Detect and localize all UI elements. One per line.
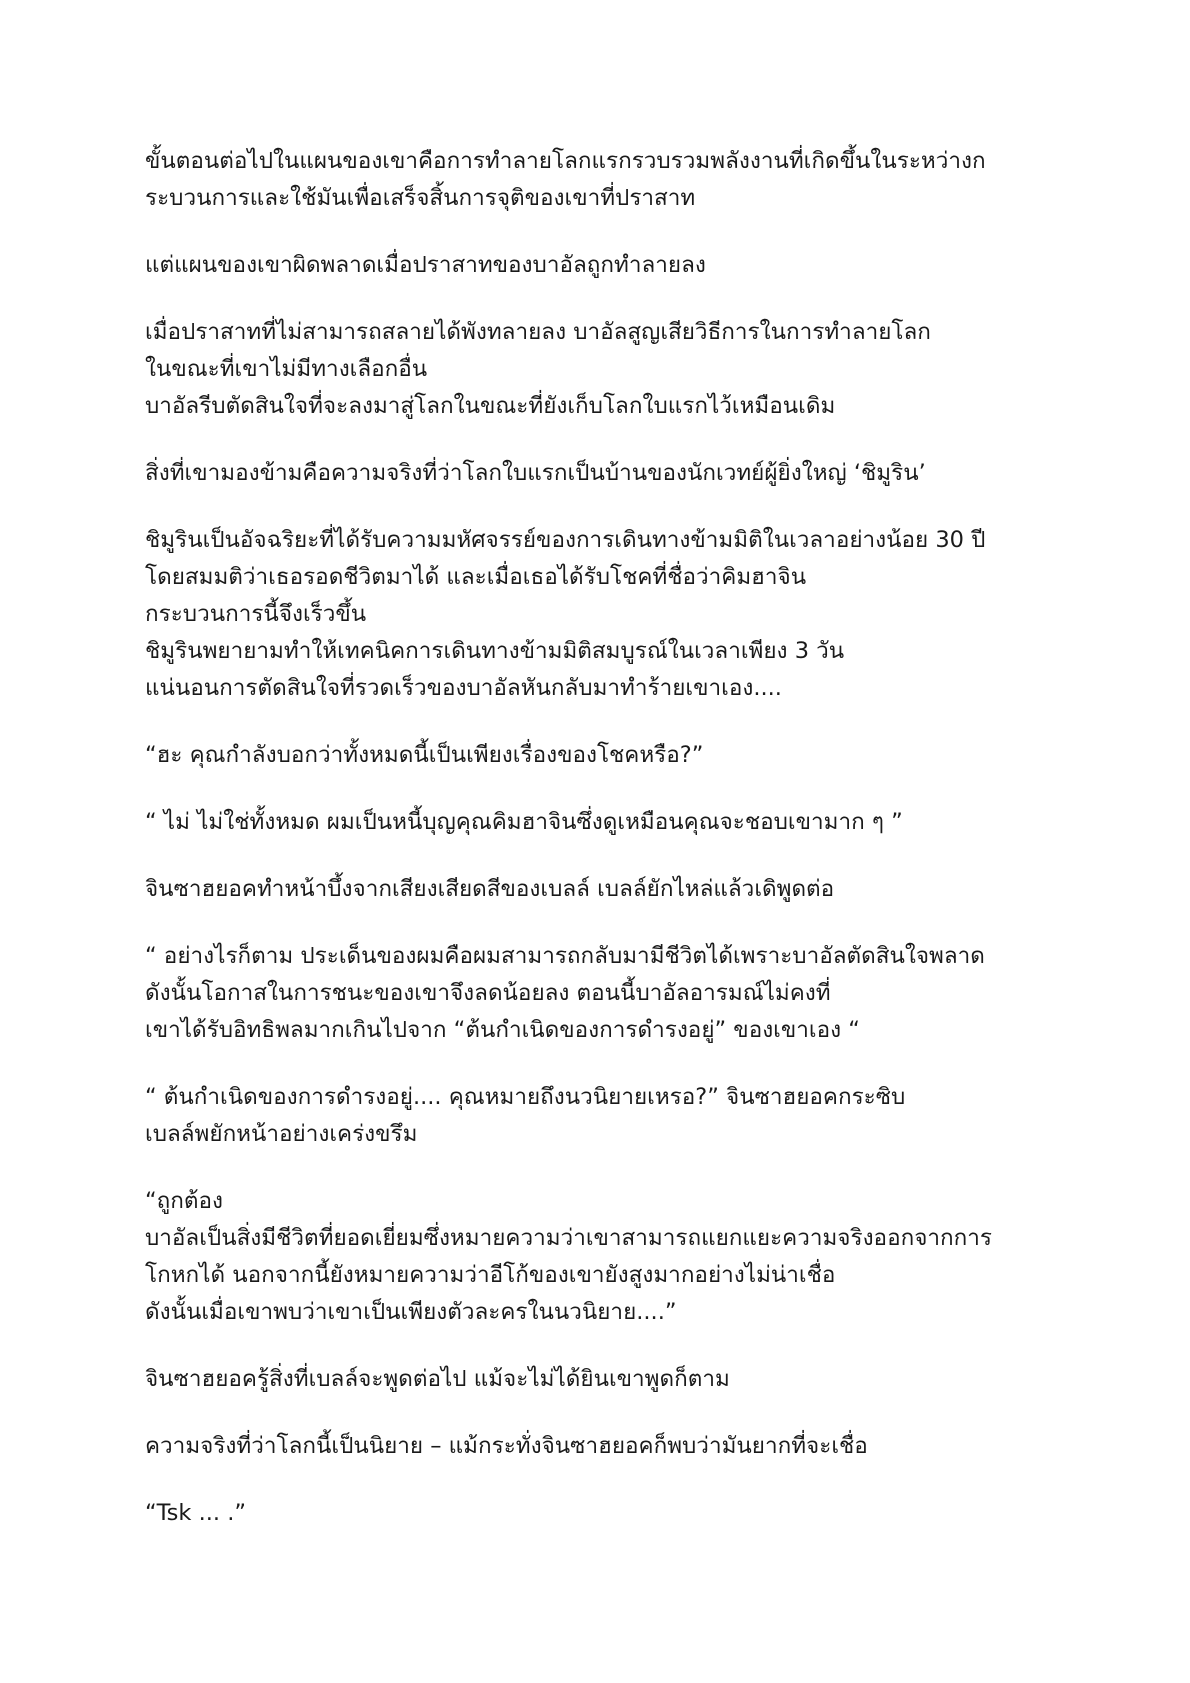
text-line: โกหกได้ นอกจากนี้ยังหมายความว่าอีโก้ของเขายังสูงมากอย่างไม่น่าเชื่อ bbox=[145, 1262, 836, 1288]
paragraph bbox=[145, 1495, 1085, 1532]
text-line: “Tsk ... .” bbox=[145, 1500, 246, 1526]
text-line: กระบวนการนี้จึงเร็วขึ้น bbox=[145, 601, 367, 627]
paragraph bbox=[145, 1183, 1085, 1331]
text-line: บาอัลรีบตัดสินใจที่จะลงมาสู่โลกในขณะที่ยังเก็บโลกใบแรกไว้เหมือนเดิม bbox=[145, 393, 836, 419]
text-line: ดังนั้นโอกาสในการชนะของเขาจึงลดน้อยลง ตอนนี้บาอัลอารมณ์ไม่คงที่ bbox=[145, 980, 831, 1006]
text-line: เบลล์พยักหน้าอย่างเคร่งขรึม bbox=[145, 1121, 418, 1147]
text-line: บาอัลเป็นสิ่งมีชีวิตที่ยอดเยี่ยมซึ่งหมายความว่าเขาสามารถแยกแยะความจริงออกจากการ bbox=[145, 1225, 992, 1251]
text-line: ระบวนการและใช้มันเพื่อเสร็จสิ้นการจุติของเขาที่ปราสาท bbox=[145, 185, 696, 211]
text-line: จินซาฮยอครู้สิ่งที่เบลล์จะพูดต่อไป แม้จะไม่ได้ยินเขาพูดก็ตาม bbox=[145, 1366, 730, 1392]
paragraph bbox=[145, 522, 1085, 707]
text-line: ชิมูรินพยายามทำให้เทคนิคการเดินทางข้ามมิติสมบูรณ์ในเวลาเพียง 3 วัน bbox=[145, 638, 845, 664]
text-line: สิ่งที่เขามองข้ามคือความจริงที่ว่าโลกใบแรกเป็นบ้านของนักเวทย์ผู้ยิ่งใหญ่ ‘ชิมูริน’ bbox=[145, 460, 926, 486]
document-body bbox=[145, 143, 1085, 1562]
paragraph bbox=[145, 938, 1085, 1049]
text-line: ชิมูรินเป็นอัจฉริยะที่ได้รับความมหัศจรรย์ของการเดินทางข้ามมิติในเวลาอย่างน้อย 30 ปี bbox=[145, 527, 986, 553]
paragraph bbox=[145, 455, 1085, 492]
text-line: ในขณะที่เขาไม่มีทางเลือกอื่น bbox=[145, 356, 428, 382]
text-line: “ ไม่ ไม่ใช่ทั้งหมด ผมเป็นหนี้บุญคุณคิมฮาจินซึ่งดูเหมือนคุณจะชอบเขามาก ๆ ” bbox=[145, 809, 903, 835]
text-line: เมื่อปราสาทที่ไม่สามารถสลายได้พังทลายลง บาอัลสูญเสียวิธีการในการทำลายโลก bbox=[145, 319, 931, 345]
text-line: “ฮะ คุณกำลังบอกว่าทั้งหมดนี้เป็นเพียงเรื่องของโชคหรือ?” bbox=[145, 742, 704, 768]
paragraph bbox=[145, 247, 1085, 284]
paragraph bbox=[145, 314, 1085, 425]
paragraph bbox=[145, 804, 1085, 841]
paragraph bbox=[145, 871, 1085, 908]
text-line: “ ต้นกำเนิดของการดำรงอยู่.... คุณหมายถึงนวนิยายเหรอ?” จินซาฮยอคกระซิบ bbox=[145, 1084, 906, 1110]
paragraph bbox=[145, 1079, 1085, 1153]
text-line: เขาได้รับอิทธิพลมากเกินไปจาก “ต้นกำเนิดของการดำรงอยู่” ของเขาเอง “ bbox=[145, 1017, 860, 1043]
text-line: โดยสมมติว่าเธอรอดชีวิตมาได้ และเมื่อเธอได้รับโชคที่ชื่อว่าคิมฮาจิน bbox=[145, 564, 807, 590]
paragraph bbox=[145, 737, 1085, 774]
text-line: แต่แผนของเขาผิดพลาดเมื่อปราสาทของบาอัลถูกทำลายลง bbox=[145, 252, 706, 278]
text-line: จินซาฮยอคทำหน้าบึ้งจากเสียงเสียดสีของเบลล์ เบลล์ยักไหล่แล้วเดิพูดต่อ bbox=[145, 876, 835, 902]
text-line: “ถูกต้อง bbox=[145, 1188, 224, 1214]
text-line: ขั้นตอนต่อไปในแผนของเขาคือการทำลายโลกแรกรวบรวมพลังงานที่เกิดขึ้นในระหว่างก bbox=[145, 148, 986, 174]
text-line: ความจริงที่ว่าโลกนี้เป็นนิยาย – แม้กระทั่งจินซาฮยอคก็พบว่ามันยากที่จะเชื่อ bbox=[145, 1433, 868, 1459]
paragraph bbox=[145, 143, 1085, 217]
paragraph bbox=[145, 1361, 1085, 1398]
text-line: ดังนั้นเมื่อเขาพบว่าเขาเป็นเพียงตัวละครในนวนิยาย....” bbox=[145, 1299, 677, 1325]
paragraph bbox=[145, 1428, 1085, 1465]
text-line: “ อย่างไรก็ตาม ประเด็นของผมคือผมสามารถกลับมามีชีวิตได้เพราะบาอัลตัดสินใจพลาด bbox=[145, 943, 985, 969]
text-line: แน่นอนการตัดสินใจที่รวดเร็วของบาอัลหันกลับมาทำร้ายเขาเอง.... bbox=[145, 675, 782, 701]
